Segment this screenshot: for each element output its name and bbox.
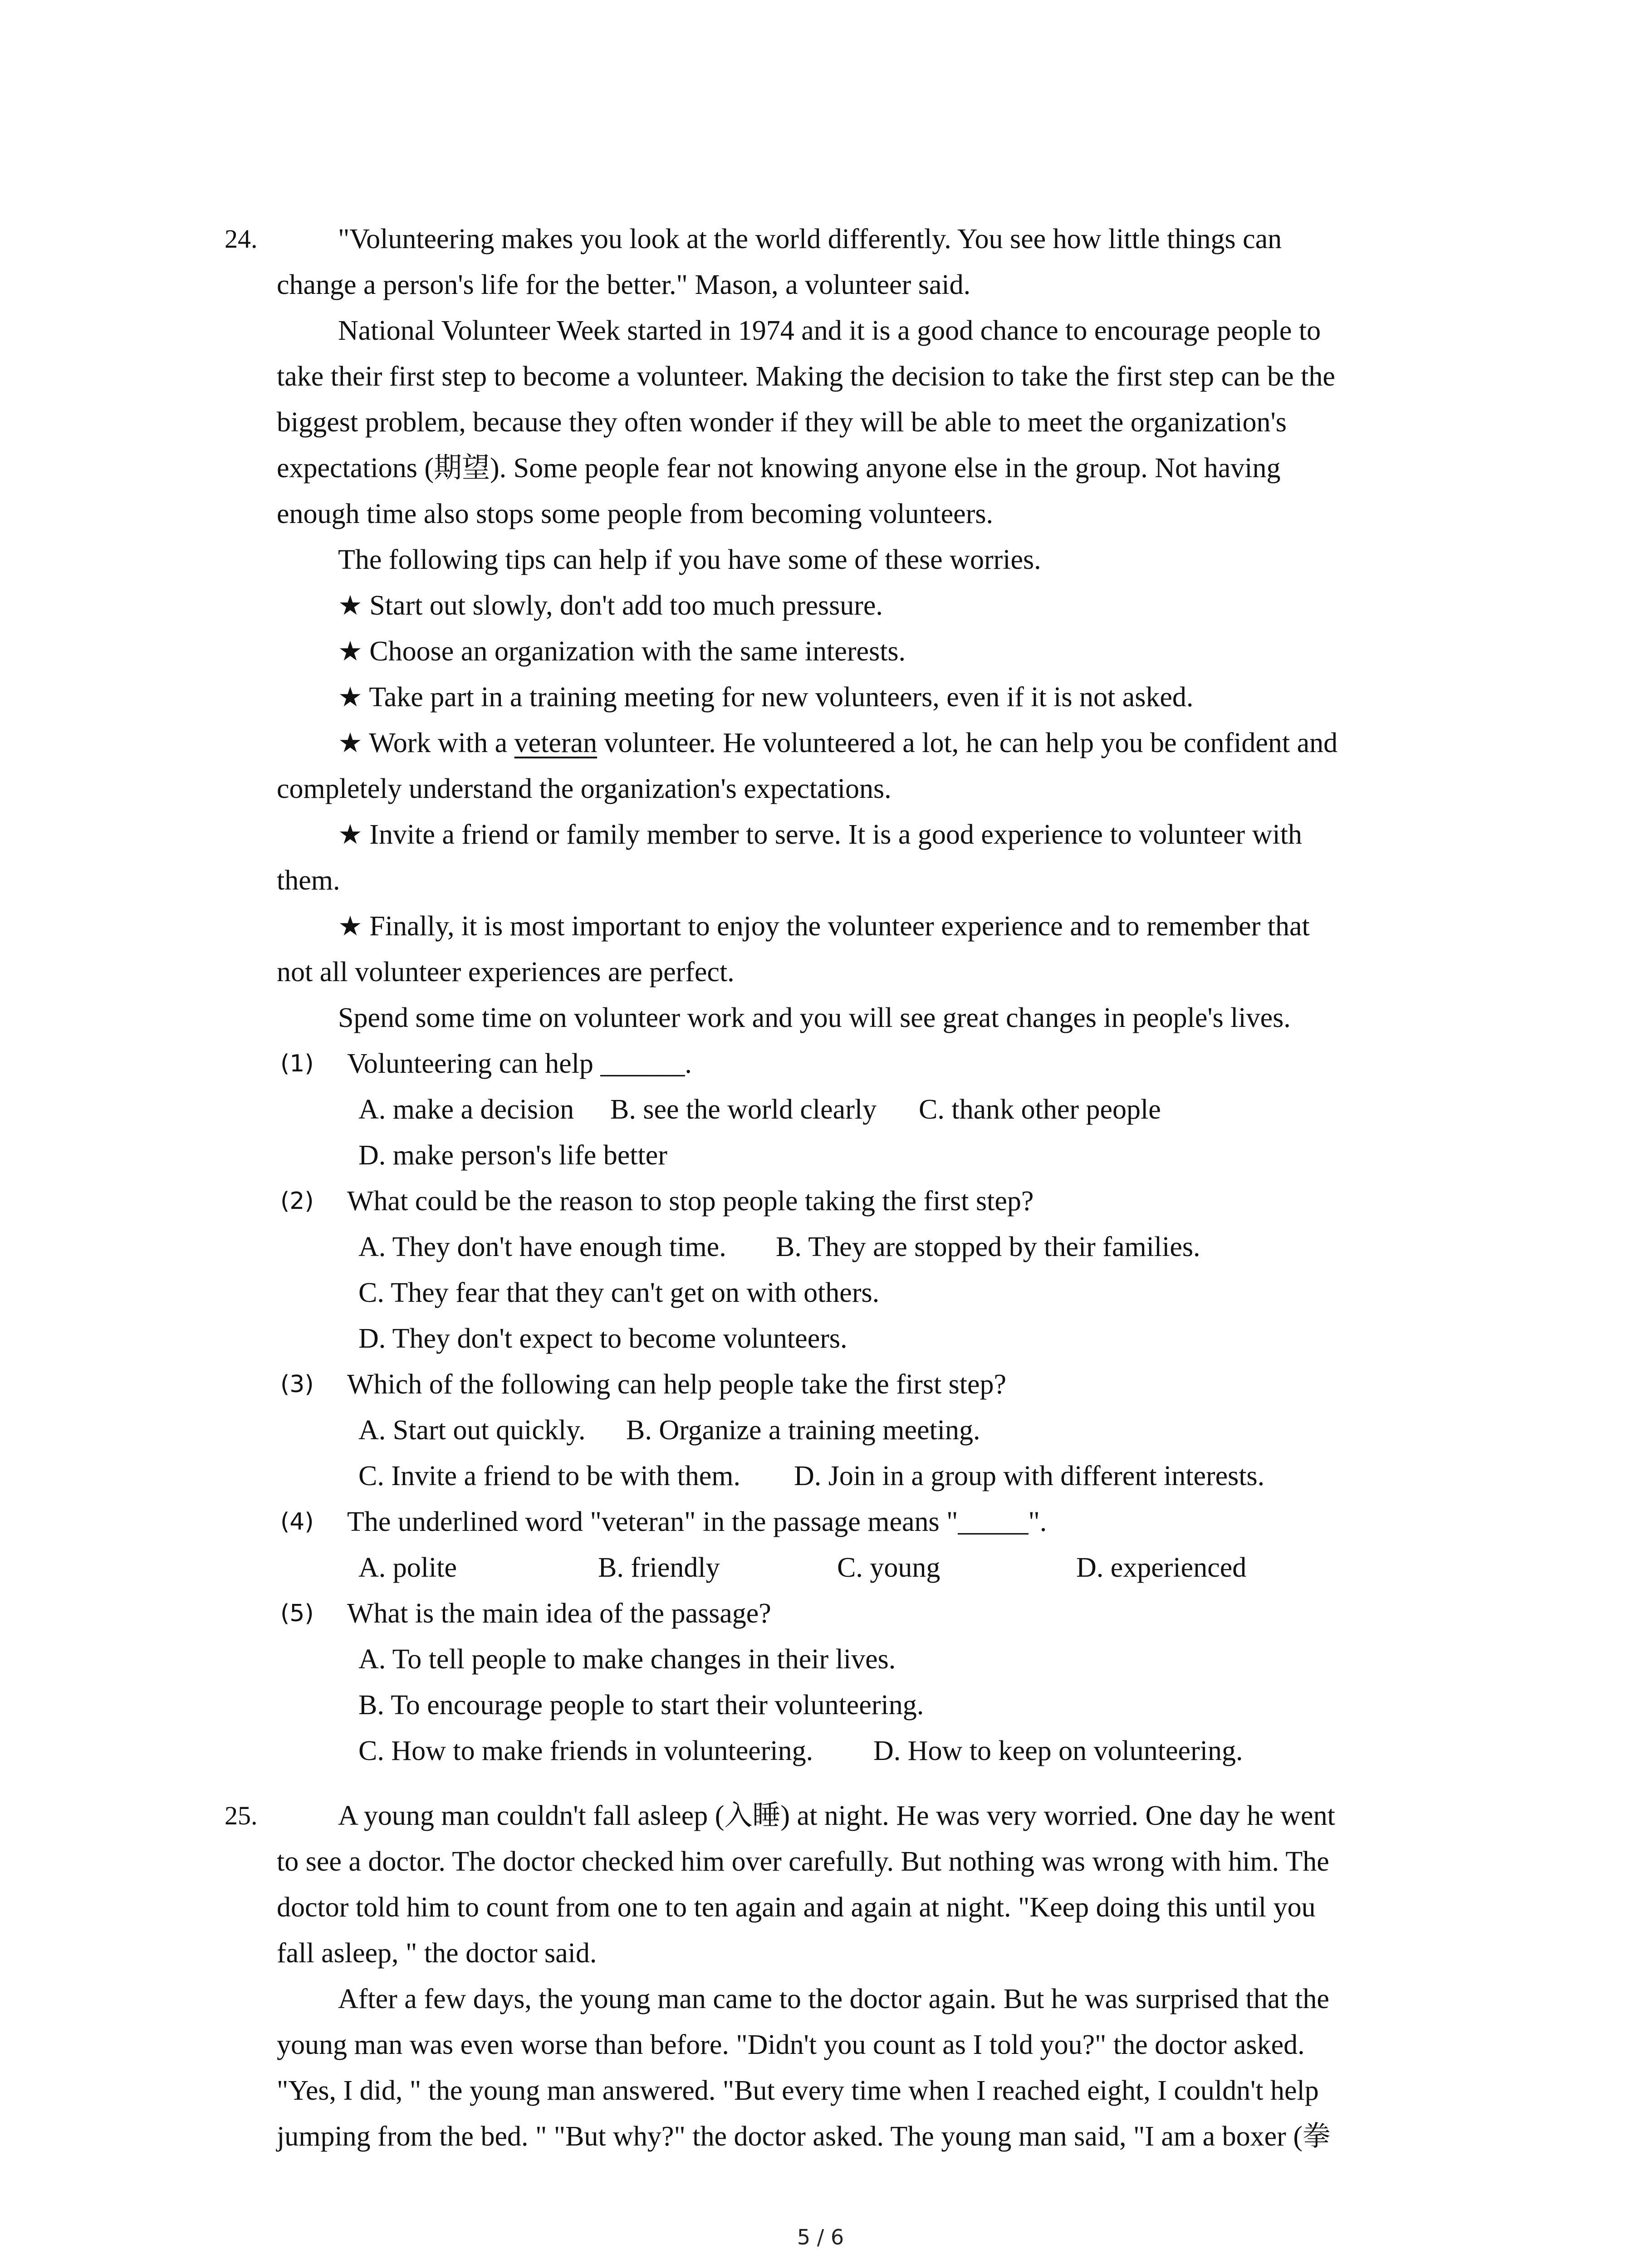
answer-option[interactable]: A. They don't have enough time. — [358, 1232, 726, 1262]
star-icon: ★ — [338, 910, 362, 942]
passage-line: National Volunteer Week started in 1974 and it is a good chance to encourage people to — [338, 315, 1321, 346]
page-number: 5 / 6 — [797, 2225, 844, 2249]
star-icon: ★ — [338, 590, 362, 621]
passage-line: take their first step to become a volunteer. Making the decision to take the first step can be the — [277, 361, 1335, 392]
subquestion-stem: Volunteering can help ______. — [347, 1048, 692, 1079]
subquestion-number: (2) — [280, 1188, 314, 1215]
tip-text: Work with a — [369, 728, 514, 758]
subquestion-stem: The underlined word "veteran" in the passage means "_____". — [347, 1506, 1047, 1537]
tip-text: Take part in a training meeting for new volunteers, even if it is not asked. — [369, 682, 1194, 713]
tip-text: completely understand the organization's expectations. — [277, 773, 892, 804]
passage-line: "Yes, I did, " the young man answered. "But every time when I reached eight, I couldn't help — [277, 2075, 1319, 2106]
answer-option[interactable]: B. see the world clearly — [610, 1094, 877, 1125]
subquestion-number: (1) — [280, 1050, 314, 1077]
tip-item — [338, 587, 883, 624]
answer-option[interactable]: A. Start out quickly. — [358, 1415, 586, 1446]
passage-line: Spend some time on volunteer work and you will see great changes in people's lives. — [338, 1002, 1291, 1033]
tip-item — [338, 679, 1193, 715]
answer-option[interactable]: C. Invite a friend to be with them. — [358, 1461, 740, 1491]
tip-text: Choose an organization with the same interests. — [369, 636, 906, 667]
passage-line: biggest problem, because they often wonder if they will be able to meet the organization's — [277, 407, 1287, 438]
subquestion-number: (3) — [280, 1371, 314, 1398]
passage-line: "Volunteering makes you look at the world differently. You see how little things can — [338, 224, 1282, 254]
passage-line: change a person's life for the better." Mason, a volunteer said. — [277, 269, 971, 300]
answer-option[interactable]: A. polite — [358, 1552, 457, 1583]
subquestion-stem: Which of the following can help people take the first step? — [347, 1369, 1007, 1400]
passage-line: to see a doctor. The doctor checked him over carefully. But nothing was wrong with him. The — [277, 1846, 1329, 1877]
tip-text: Finally, it is most important to enjoy the volunteer experience and to remember that — [369, 911, 1310, 942]
answer-option[interactable]: D. Join in a group with different interests. — [794, 1461, 1265, 1491]
answer-option[interactable]: B. They are stopped by their families. — [776, 1232, 1200, 1262]
passage-line: jumping from the bed. " "But why?" the doctor asked. The young man said, "I am a boxer (拳 — [277, 2121, 1331, 2152]
subquestion-stem: What is the main idea of the passage? — [347, 1598, 771, 1629]
passage-line: fall asleep, " the doctor said. — [277, 1938, 597, 1969]
answer-option[interactable]: B. friendly — [598, 1552, 720, 1583]
answer-option[interactable]: A. To tell people to make changes in their lives. — [358, 1644, 896, 1675]
tip-text: Invite a friend or family member to serve. It is a good experience to volunteer with — [369, 819, 1302, 850]
question-number: 25. — [225, 1801, 258, 1830]
passage-line: The following tips can help if you have some of these worries. — [338, 544, 1041, 575]
star-icon: ★ — [338, 681, 362, 713]
passage-line: young man was even worse than before. "Didn't you count as I told you?" the doctor asked. — [277, 2029, 1305, 2060]
answer-option[interactable]: B. To encourage people to start their volunteering. — [358, 1690, 924, 1721]
answer-option[interactable]: A. make a decision — [358, 1094, 574, 1125]
answer-option[interactable]: D. experienced — [1076, 1552, 1247, 1583]
tip-text: them. — [277, 865, 340, 896]
passage-line: doctor told him to count from one to ten again and again at night. "Keep doing this until you — [277, 1892, 1316, 1923]
question-number: 24. — [225, 224, 258, 254]
answer-option[interactable]: C. How to make friends in volunteering. — [358, 1735, 813, 1766]
subquestion-stem: What could be the reason to stop people taking the first step? — [347, 1186, 1034, 1217]
underlined-word: veteran — [514, 728, 598, 758]
answer-option[interactable]: D. How to keep on volunteering. — [873, 1735, 1243, 1766]
passage-line: expectations (期望). Some people fear not knowing anyone else in the group. Not having — [277, 453, 1281, 484]
passage-line: After a few days, the young man came to the doctor again. But he was surprised that the — [338, 1984, 1329, 2014]
tip-item — [338, 633, 906, 670]
passage-line: A young man couldn't fall asleep (入睡) at night. He was very worried. One day he went — [338, 1800, 1335, 1831]
star-icon: ★ — [338, 635, 362, 667]
answer-option[interactable]: C. They fear that they can't get on with others. — [358, 1277, 880, 1308]
star-icon: ★ — [338, 819, 362, 850]
subquestion-number: (5) — [280, 1600, 314, 1627]
answer-option[interactable]: C. thank other people — [919, 1094, 1161, 1125]
answer-option[interactable]: D. make person's life better — [358, 1140, 667, 1171]
tip-text: Start out slowly, don't add too much pressure. — [369, 590, 883, 621]
answer-option[interactable]: B. Organize a training meeting. — [626, 1415, 980, 1446]
tip-item — [338, 816, 1302, 853]
answer-option[interactable]: D. They don't expect to become volunteers. — [358, 1323, 847, 1354]
tip-text: not all volunteer experiences are perfect. — [277, 957, 735, 987]
tip-text: volunteer. He volunteered a lot, he can help you be confident and — [597, 728, 1338, 758]
tip-item — [338, 908, 1310, 944]
tip-item — [338, 725, 1337, 761]
star-icon: ★ — [338, 727, 362, 759]
passage-line: enough time also stops some people from becoming volunteers. — [277, 499, 993, 529]
answer-option[interactable]: C. young — [837, 1552, 941, 1583]
subquestion-number: (4) — [280, 1508, 314, 1535]
